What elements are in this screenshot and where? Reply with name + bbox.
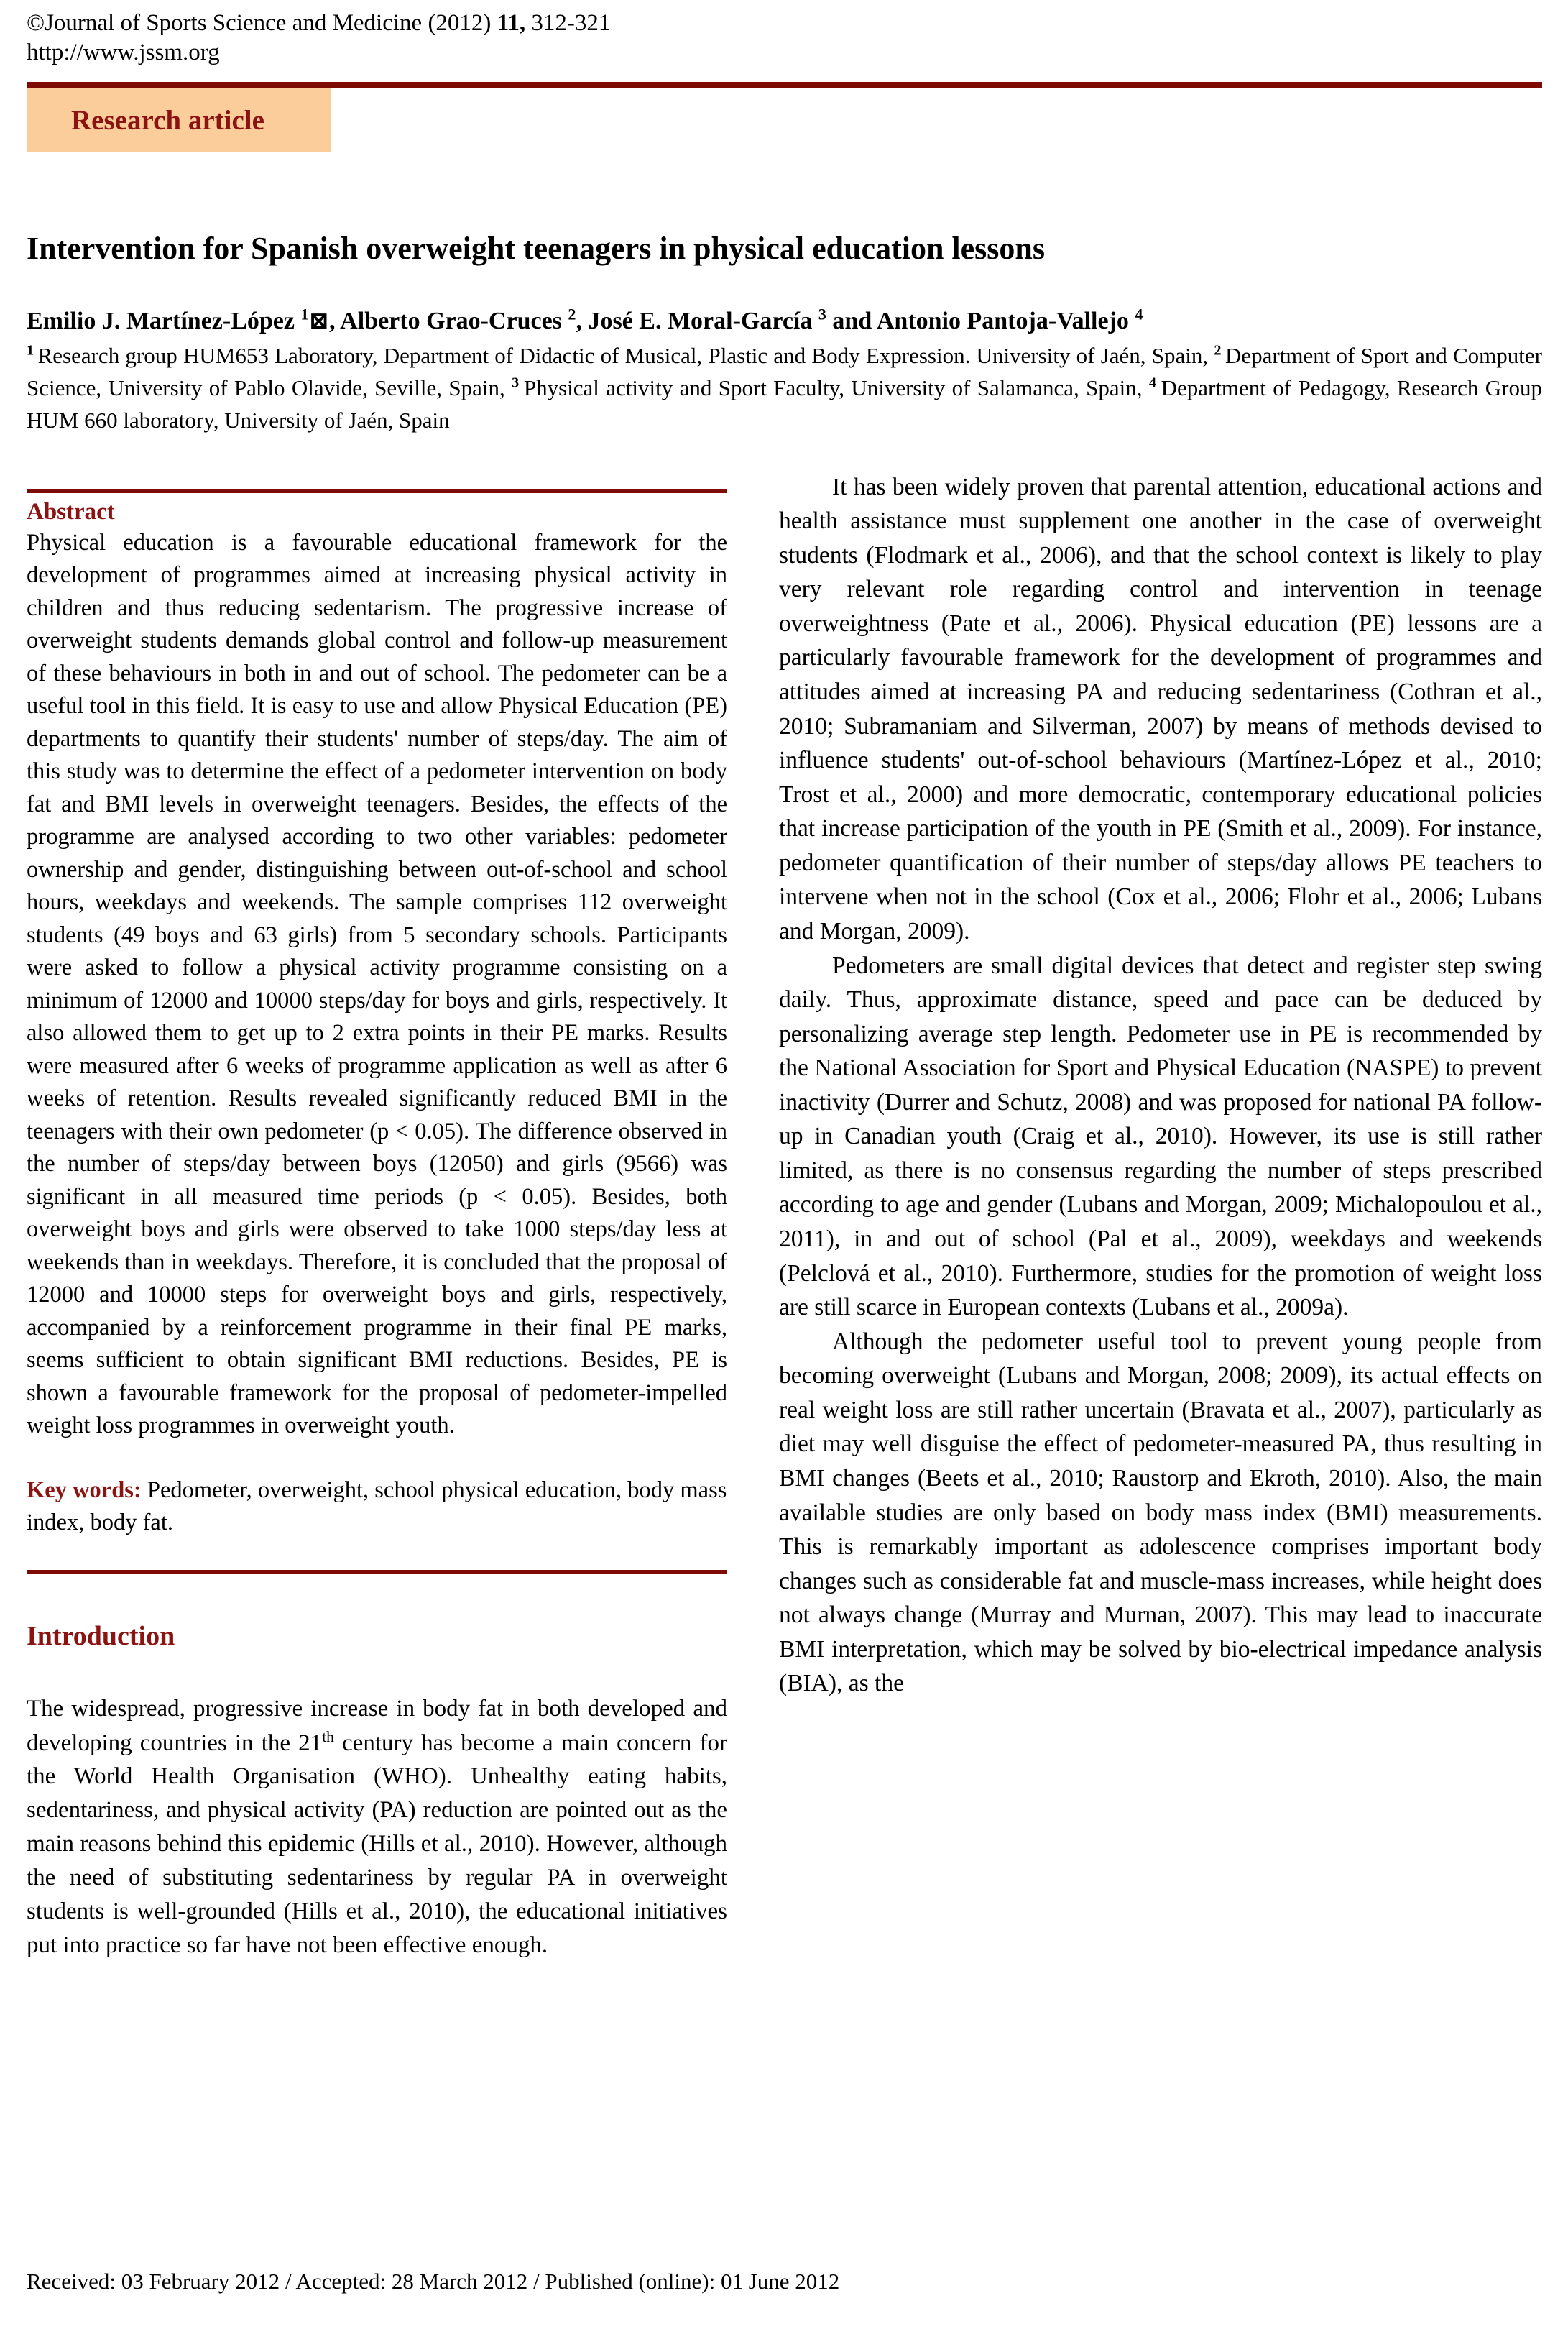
text-segment: , José E. Moral-García [576,308,818,334]
text-segment: and Antonio Pantoja-Vallejo [826,308,1135,334]
affiliations [27,339,1542,437]
superscript: 1 [300,305,309,323]
text-segment: Research group HUM653 Laboratory, Department of Didactic of Musical, Plastic and Body Expression. University of Jaén, Spain, [37,342,1214,368]
superscript: 3 [512,375,524,391]
body-paragraph: Although the pedometer useful tool to prevent young people from becoming overweight (Lubans and Morgan, 2008; 2009), its actual effects on real weight loss are still rather uncertain (Bravata et al., 2007), particularly as diet may well disguise the effect of pedometer-measured PA, thus resulting in BMI changes (Beets et al., 2010; Raustorp and Ekroth, 2010). Also, the main available studies are only based on body mass index (BMI) measurements. This is remarkably important as adolescence comprises important body changes such as considerable fat and muscle-mass increases, while height does not always change (Murray and Murnan, 2007). This may lead to inaccurate BMI interpretation, which may be solved by bio-electrical impedance analysis (BIA), as the [779,1328,1542,1697]
superscript: 2 [1214,342,1225,359]
superscript: 4 [1135,305,1143,323]
text-segment: , Alberto Grao-Cruces [329,308,568,334]
journal-citation [27,9,1542,38]
two-column-body [27,470,1542,1962]
text-segment: 11, [497,10,526,36]
text-segment: The widespread, progressive increase in body fat in both developed and developing countries in the 21 [27,1695,727,1756]
introduction-heading: Introduction [27,1620,175,1651]
keywords-label: Key words: [27,1476,142,1503]
author-names-rest [329,305,1143,334]
article-type-badge [27,88,331,152]
right-column [779,470,1542,1962]
text-segment: Department of Sport and Computer Science, University of Pablo Olavide, Seville, Spain, [27,342,1542,401]
author-line [27,304,1542,338]
superscript: 3 [818,305,826,323]
superscript: 4 [1148,375,1161,391]
journal-url: http://www.jssm.org [27,40,220,65]
left-column [27,470,727,1962]
article-title: Intervention for Spanish overweight teenagers in physical education lessons [27,231,1046,266]
superscript: 1 [27,342,38,359]
text-segment: ©Journal of Sports Science and Medicine (2012) [27,10,497,36]
abstract-bottom-rule [27,1570,727,1574]
superscript: th [322,1727,334,1745]
body-paragraph: It has been widely proven that parental attention, educational actions and health assistance must supplement one another in the case of overweight students (Flodmark et al., 2006), and that the school context is likely to play very relevant role regarding control and intervention in teenage overweightness (Pate et al., 2006). Physical education (PE) lessons are a particularly favourable framework for the development of programmes and attitudes aimed at increasing PA and reducing sedentariness (Cothran et al., 2010; Subramaniam and Silverman, 2007) by means of methods devised to influence students' out-of-school behaviours (Martínez-López et al., 2010; Trost et al., 2000) and more democratic, contemporary educational policies that increase participation of the youth in PE (Smith et al., 2009). For instance, pedometer quantification of their number of steps/day allows PE teachers to intervene when not in the school (Cox et al., 2006; Flohr et al., 2006; Lubans and Morgan, 2009). [779,473,1542,945]
keywords-line [27,1474,727,1540]
text-segment: Emilio J. Martínez-López [27,308,301,334]
text-segment: Physical activity and Sport Faculty, University of Salamanca, Spain, [523,375,1149,401]
author-names-lead [27,305,309,334]
keywords-text: Pedometer, overweight, school physical education, body mass index, body fat. [27,1476,727,1536]
introduction-paragraph [27,1692,727,1962]
superscript: 2 [568,305,576,323]
text-segment: Department of Pedagogy, Research Group HUM 660 laboratory, University of Jaén, Spain [27,375,1543,433]
corresponding-author-icon: ⊠ [308,308,330,334]
abstract-top-rule [27,489,727,493]
abstract-heading: Abstract [27,498,115,525]
dates-footer: Received: 03 February 2012 / Accepted: 28 March 2012 / Published (online): 01 June 2012 [27,2269,840,2294]
text-segment: century has become a main concern for the World Health Organisation (WHO). Unhealthy eating habits, sedentariness, and physical activity (PA) reduction are pointed out as the main reasons behind this epidemic (Hills et al., 2010). However, although the need of substituting sedentariness by regular PA in overweight students is well-grounded (Hills et al., 2010), the educational initiatives put into practice so far have not been effective enough. [27,1729,728,1958]
text-segment: 312-321 [525,10,611,36]
article-type-label: Research article [71,104,264,136]
body-paragraph: Pedometers are small digital devices that detect and register step swing daily. Thus, approximate distance, speed and pace can be deduced by personalizing average step length. Pedometer use in PE is recommended by the National Association for Sport and Physical Education (NASPE) to prevent inactivity (Durrer and Schutz, 2008) and was proposed for national PA follow-up in Canadian youth (Craig et al., 2010). However, its use is still rather limited, as there is no consensus regarding the number of steps prescribed according to age and gender (Lubans and Morgan, 2009; Michalopoulou et al., 2011), in and out of school (Pal et al., 2009), weekdays and weekends (Pelclová et al., 2010). Furthermore, studies for the promotion of weight loss are still scarce in European contexts (Lubans et al., 2009a). [779,952,1542,1321]
abstract-text: Physical education is a favourable educational framework for the development of programmes aimed at increasing physical activity in children and thus reducing sedentarism. The progressive increase of overweight students demands global control and follow-up measurement of these behaviours in both in and out of school. The pedometer can be a useful tool in this field. It is easy to use and allow Physical Education (PE) departments to quantify their students' number of steps/day. The aim of this study was to determine the effect of a pedometer intervention on body fat and BMI levels in overweight teenagers. Besides, the effects of the programme are analysed according to two other variables: pedometer ownership and gender, distinguishing between out-of-school and school hours, weekdays and weekends. The sample comprises 112 overweight students (49 boys and 63 girls) from 5 secondary schools. Participants were asked to follow a physical activity programme consisting on a minimum of 12000 and 10000 steps/day for boys and girls, respectively. It also allowed them to get up to 2 extra points in their PE marks. Results were measured after 6 weeks of programme application as well as after 6 weeks of retention. Results revealed significantly reduced BMI in the teenagers with their own pedometer (p < 0.05). The difference observed in the number of steps/day between boys (12050) and girls (9566) was significant in all measured time periods (p < 0.05). Besides, both overweight boys and girls were observed to take 1000 steps/day less at weekends than in weekdays. Therefore, it is concluded that the proposal of 12000 and 10000 steps for overweight boys and girls, respectively, accompanied by a reinforcement programme in their final PE marks, seems sufficient to obtain significant BMI reductions. Besides, PE is shown a favourable framework for the proposal of pedometer-impelled weight loss programmes in overweight youth. [27,529,727,1439]
top-divider-rule [27,82,1542,88]
